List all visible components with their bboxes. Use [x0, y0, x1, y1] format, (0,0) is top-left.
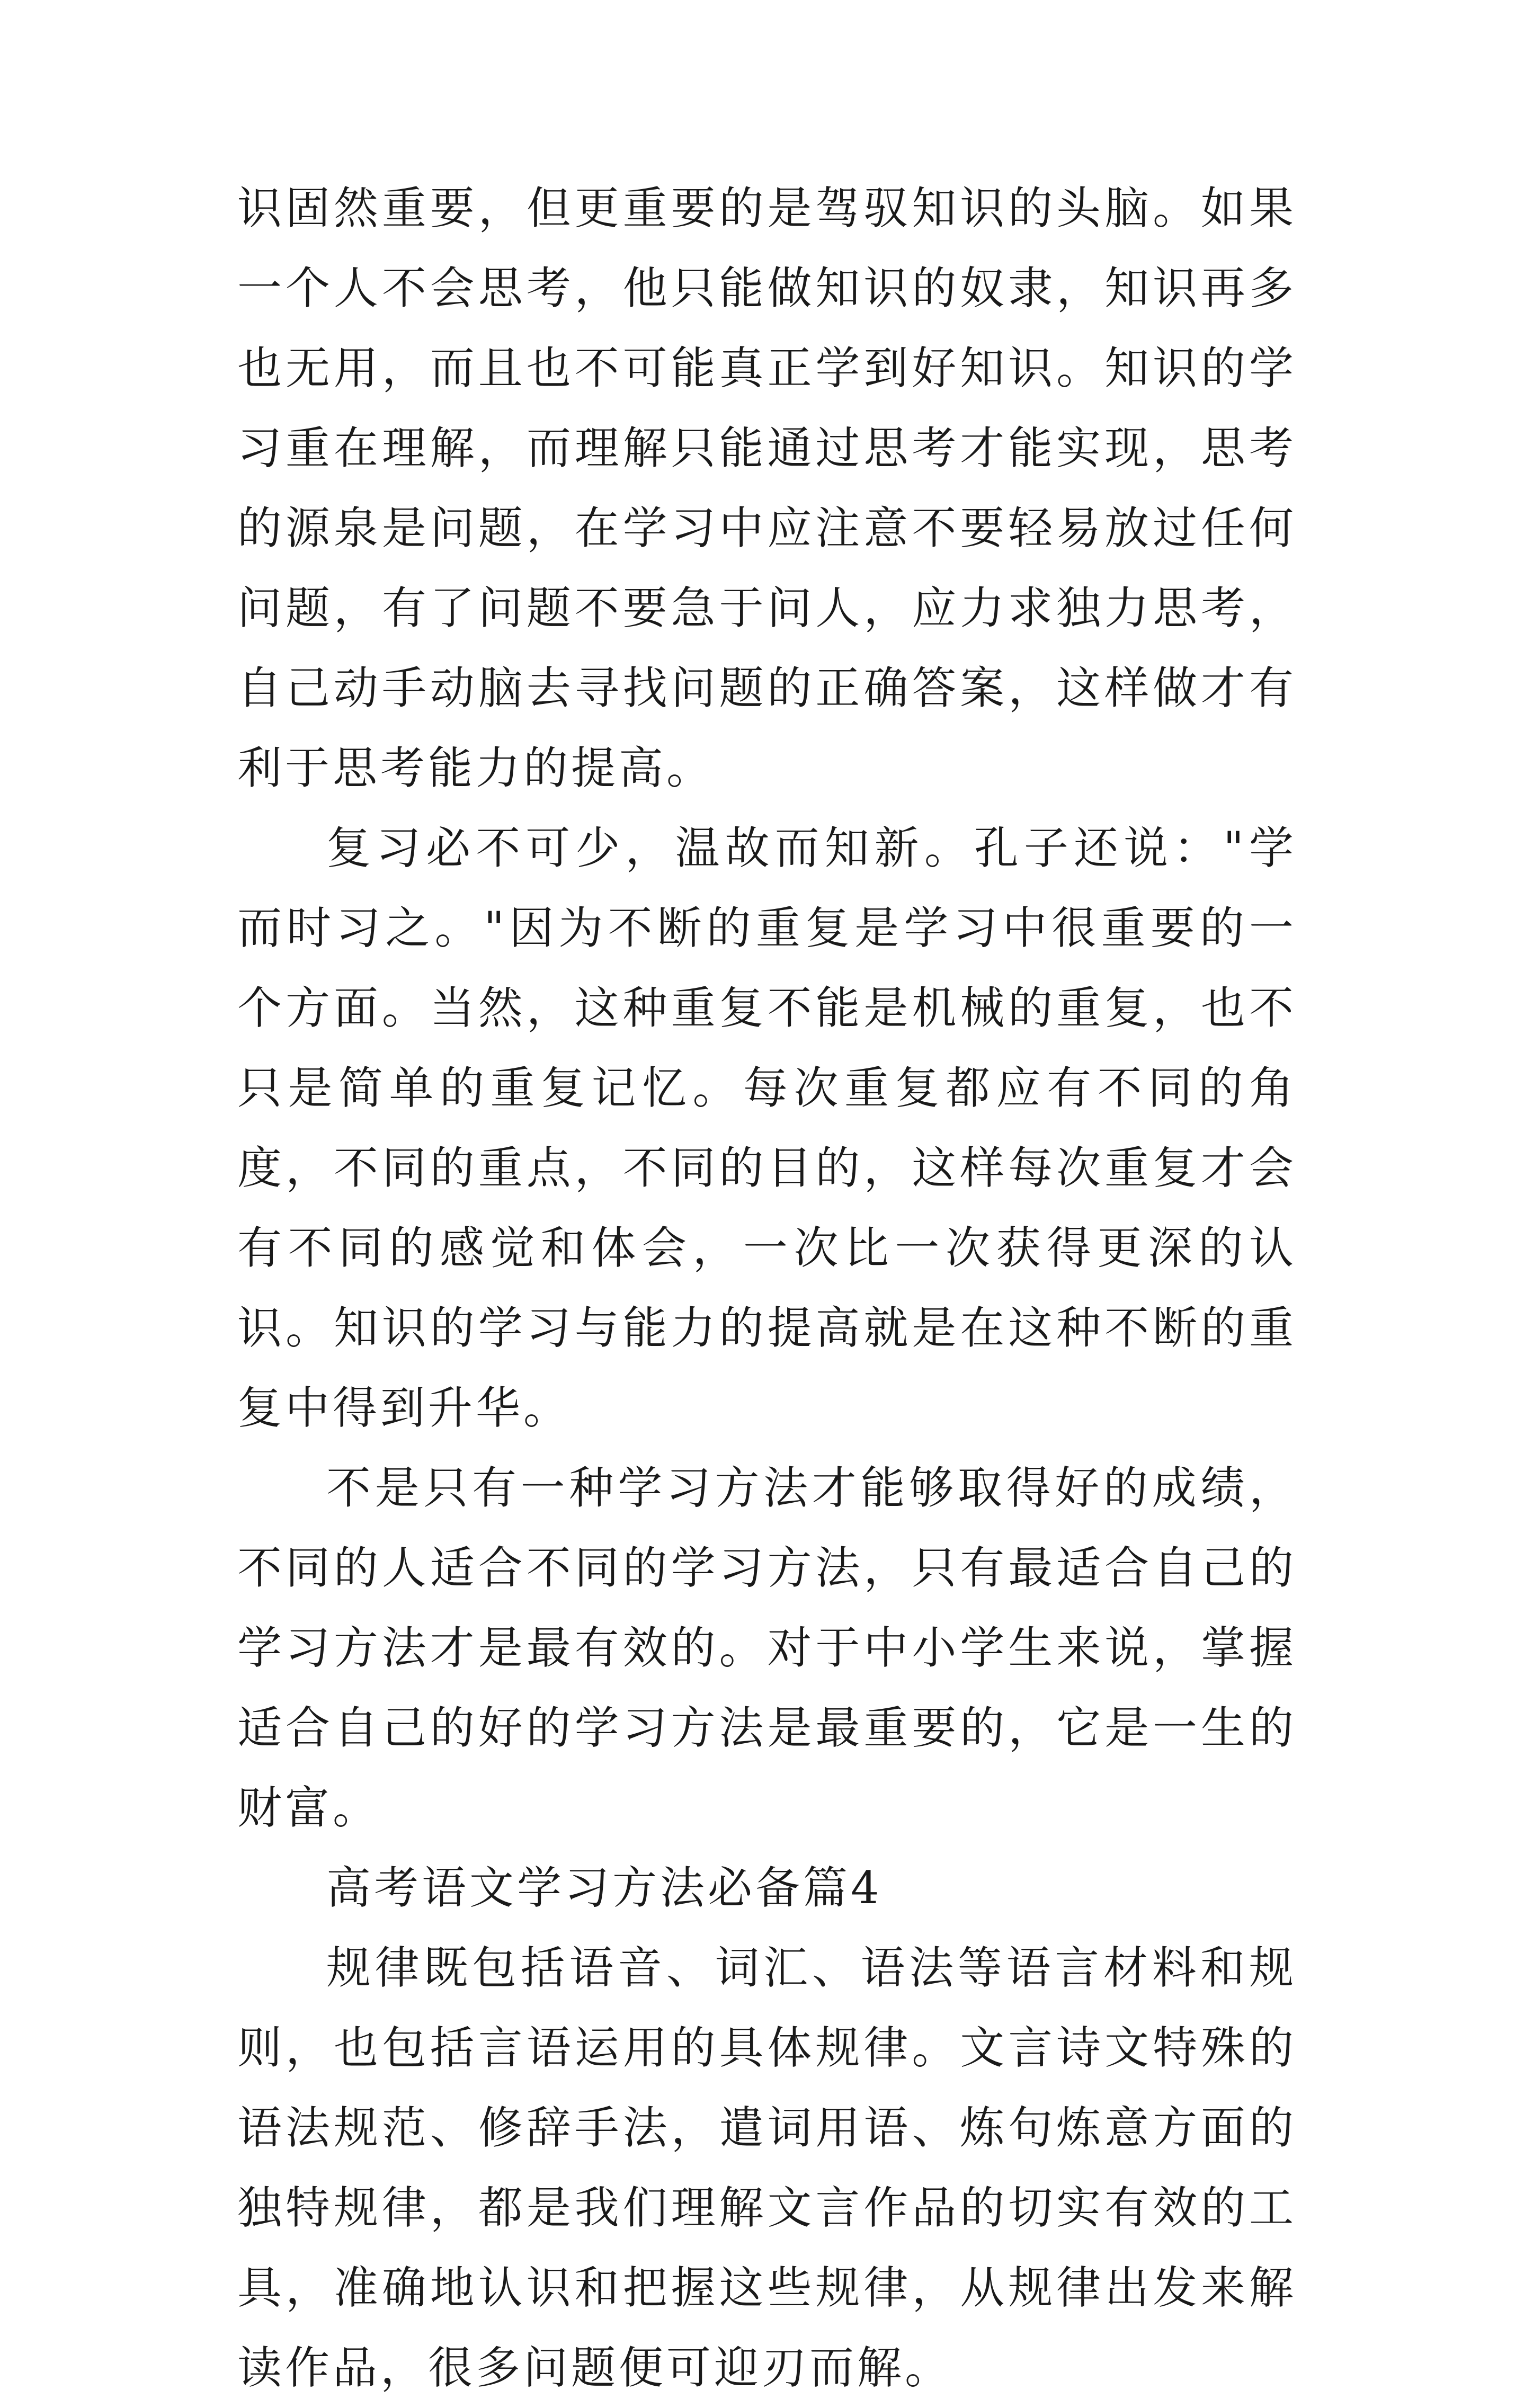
- paragraph-rules: 规律既包括语音、词汇、语法等语言材料和规则，也包括言语运用的具体规律。文言诗文特殊的语法规范、修辞手法，遣词用语、炼句炼意方面的独特规律，都是我们理解文言作品的切实有效的工具，准确地认识和把握这些规律，从规律出发来解读作品，很多问题便可迎刃而解。: [237, 1942, 1297, 2394]
- paragraph-method: 不是只有一种学习方法才能够取得好的成绩，不同的人适合不同的学习方法，只有最适合自己的学习方法才是最有效的。对于中小学生来说，掌握适合自己的好的学习方法是最重要的，它是一生的财富。: [237, 1462, 1297, 1834]
- section-heading: 高考语文学习方法必备篇4: [326, 1862, 883, 1914]
- paragraph-review: 复习必不可少，温故而知新。孔子还说："学而时习之。"因为不断的重复是学习中很重要的一个方面。当然，这种重复不能是机械的重复，也不只是简单的重复记忆。每次重复都应有不同的角度，不同的重点，不同的目的，这样每次重复才会有不同的感觉和体会，一次比一次获得更深的认识。知识的学习与能力的提高就是在这种不断的重复中得到升华。: [237, 822, 1297, 1434]
- document-body: [237, 168, 1297, 2408]
- paragraph-continuation: 识固然重要，但更重要的是驾驭知识的头脑。如果一个人不会思考，他只能做知识的奴隶，知识再多也无用，而且也不可能真正学到好知识。知识的学习重在理解，而理解只能通过思考才能实现，思考的源泉是问题，在学习中应注意不要轻易放过任何问题，有了问题不要急于问人，应力求独力思考，自己动手动脑去寻找问题的正确答案，这样做才有利于思考能力的提高。: [237, 182, 1297, 794]
